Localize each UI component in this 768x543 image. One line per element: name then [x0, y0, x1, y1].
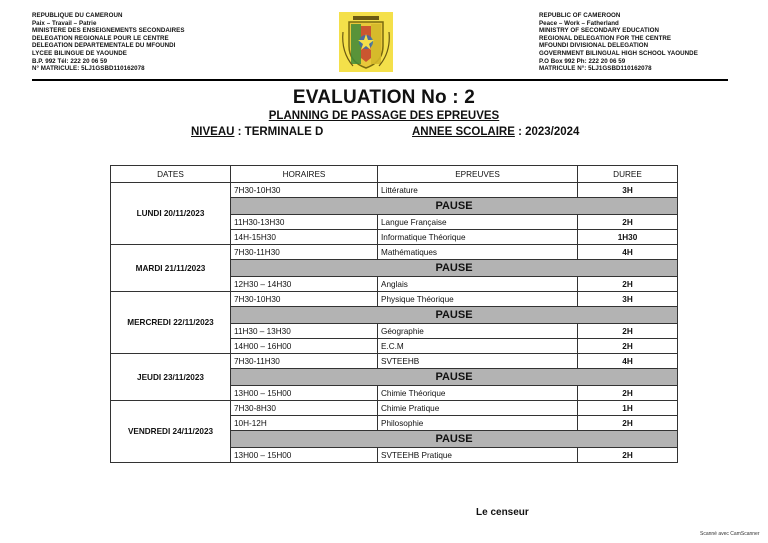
header-line: REPUBLIQUE DU CAMEROUN [32, 12, 123, 19]
pause-cell: PAUSE [231, 369, 678, 386]
annee-label: ANNEE SCOLAIRE [412, 126, 515, 138]
header-divider [32, 79, 728, 81]
horaire-cell: 13H00 – 15H00 [231, 386, 378, 401]
horaire-cell: 12H30 – 14H30 [231, 277, 378, 292]
page-title: EVALUATION No : 2 [292, 87, 476, 108]
table-row [111, 292, 678, 307]
header-line: Paix – Travail – Patrie [32, 19, 97, 27]
date-cell: MARDI 21/11/2023 [111, 245, 231, 292]
epreuve-cell: Mathématiques [378, 245, 578, 260]
duree-cell: 2H [578, 324, 678, 339]
duree-cell: 1H30 [578, 230, 678, 245]
duree-cell: 2H [578, 448, 678, 463]
header-line: MATRICULE N°: 5LJ1GSBD110162078 [539, 65, 652, 73]
pause-cell: PAUSE [231, 431, 678, 448]
header-line: P.O Box 992 Ph: 222 20 06 59 [539, 57, 626, 65]
header-line: REPUBLIC OF CAMEROON [539, 12, 621, 19]
header-epreuves: EPREUVES [378, 166, 578, 183]
coat-of-arms-icon [339, 12, 393, 72]
niveau-line [191, 126, 323, 138]
epreuve-cell: E.C.M [378, 339, 578, 354]
niveau-label: NIVEAU [191, 126, 235, 138]
header-line: N° MATRICULE: 5LJ1GSBD110162078 [32, 65, 145, 73]
horaire-cell: 7H30-8H30 [231, 401, 378, 416]
table-row [111, 354, 678, 369]
header-line: MINISTERE DES ENSEIGNEMENTS SECONDAIRES [32, 27, 185, 35]
header-dates: DATES [111, 166, 231, 183]
header-line: DELEGATION REGIONALE POUR LE CENTRE [32, 34, 169, 42]
table-header-row [111, 166, 678, 183]
header-line: LYCEE BILINGUE DE YAOUNDE [32, 49, 127, 57]
niveau-value: : TERMINALE D [234, 126, 324, 138]
annee-value: : 2023/2024 [514, 126, 580, 138]
header-left-block [32, 12, 272, 73]
header-line: MFOUNDI DIVISIONAL DELEGATION [539, 42, 649, 50]
header-right-block [539, 12, 759, 73]
epreuve-cell: SVTEEHB Pratique [378, 448, 578, 463]
horaire-cell: 7H30-11H30 [231, 354, 378, 369]
date-cell: MERCREDI 22/11/2023 [111, 292, 231, 354]
epreuve-cell: Informatique Théorique [378, 230, 578, 245]
header-line: GOVERNMENT BILINGUAL HIGH SCHOOL YAOUNDE [539, 49, 698, 57]
table-row [111, 401, 678, 416]
date-cell: VENDREDI 24/11/2023 [111, 401, 231, 463]
epreuve-cell: Langue Française [378, 215, 578, 230]
annee-line [412, 126, 579, 138]
header-line: Peace – Work – Fatherland [539, 19, 619, 27]
horaire-cell: 7H30-10H30 [231, 292, 378, 307]
horaire-cell: 14H00 – 16H00 [231, 339, 378, 354]
duree-cell: 2H [578, 386, 678, 401]
horaire-cell: 13H00 – 15H00 [231, 448, 378, 463]
epreuve-cell: Géographie [378, 324, 578, 339]
epreuve-cell: Physique Théorique [378, 292, 578, 307]
pause-cell: PAUSE [231, 198, 678, 215]
epreuve-cell: Philosophie [378, 416, 578, 431]
epreuve-cell: Anglais [378, 277, 578, 292]
date-cell: LUNDI 20/11/2023 [111, 183, 231, 245]
page-subtitle [0, 110, 768, 122]
duree-cell: 3H [578, 183, 678, 198]
duree-cell: 3H [578, 292, 678, 307]
signature-label: Le censeur [476, 507, 529, 518]
duree-cell: 4H [578, 245, 678, 260]
header-duree: DUREE [578, 166, 678, 183]
horaire-cell: 10H-12H [231, 416, 378, 431]
duree-cell: 1H [578, 401, 678, 416]
header-line: REGIONAL DELEGATION FOR THE CENTRE [539, 34, 672, 42]
duree-cell: 2H [578, 339, 678, 354]
duree-cell: 4H [578, 354, 678, 369]
horaire-cell: 11H30 – 13H30 [231, 324, 378, 339]
exam-schedule-table [110, 165, 678, 463]
epreuve-cell: Littérature [378, 183, 578, 198]
horaire-cell: 11H30-13H30 [231, 215, 378, 230]
epreuve-cell: Chimie Théorique [378, 386, 578, 401]
header-line: MINISTRY OF SECONDARY EDUCATION [539, 27, 660, 35]
pause-cell: PAUSE [231, 260, 678, 277]
horaire-cell: 14H-15H30 [231, 230, 378, 245]
duree-cell: 2H [578, 416, 678, 431]
table-row [111, 183, 678, 198]
table-row [111, 245, 678, 260]
horaire-cell: 7H30-10H30 [231, 183, 378, 198]
scanner-watermark: Scanné avec CamScanner [700, 531, 760, 537]
header-line: DELEGATION DEPARTEMENTALE DU MFOUNDI [32, 42, 176, 50]
pause-cell: PAUSE [231, 307, 678, 324]
epreuve-cell: Chimie Pratique [378, 401, 578, 416]
duree-cell: 2H [578, 215, 678, 230]
header-line: B.P. 992 Tél: 222 20 06 59 [32, 57, 108, 65]
horaire-cell: 7H30-11H30 [231, 245, 378, 260]
header-horaires: HORAIRES [231, 166, 378, 183]
date-cell: JEUDI 23/11/2023 [111, 354, 231, 401]
epreuve-cell: SVTEEHB [378, 354, 578, 369]
subtitle-text: PLANNING DE PASSAGE DES EPREUVES [268, 110, 500, 122]
duree-cell: 2H [578, 277, 678, 292]
